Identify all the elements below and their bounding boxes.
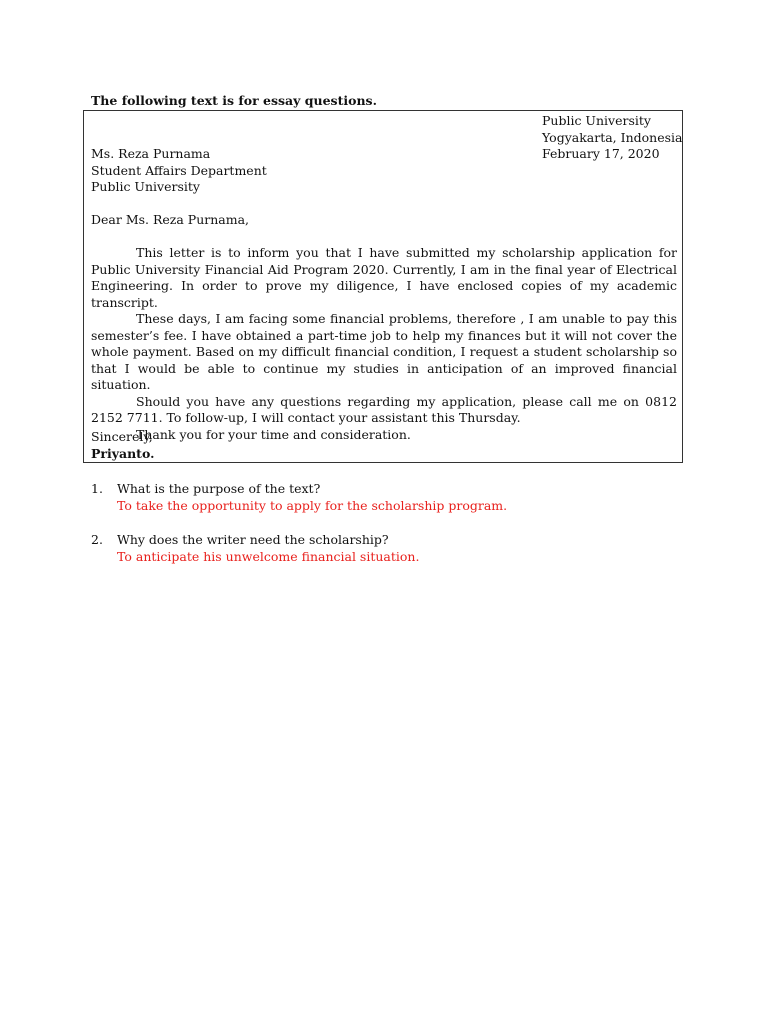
letter-box — [83, 110, 683, 463]
recipient-name: Ms. Reza Purnama — [91, 146, 211, 161]
closing: Sincerely, — [91, 429, 153, 444]
letter-paragraph: These days, I am facing some financial problems, therefore , I am unable to pay this semester’s fee. I have obtained a part-time job to help my finances but it will not cover the whole payment. Based on my difficult financial condition, I request a student scholarship so that I would be able to continue my studies in anticipation of an improved financial situation. — [91, 311, 677, 392]
recipient-address — [91, 146, 267, 196]
answer-text: To anticipate his unwelcome financial situation. — [117, 549, 420, 564]
question-item — [91, 480, 691, 514]
recipient-institution: Public University — [91, 179, 200, 194]
question-number: 2. — [91, 532, 103, 547]
question-content — [117, 531, 691, 565]
question-list — [91, 480, 691, 582]
question-content — [117, 480, 691, 514]
question-text: Why does the writer need the scholarship? — [117, 532, 389, 547]
recipient-department: Student Affairs Department — [91, 162, 267, 178]
letter-date: February 17, 2020 — [542, 146, 660, 161]
closing-block — [91, 429, 154, 462]
letter-paragraph: Thank you for your time and consideration. — [136, 426, 411, 442]
sender-address-line: Yogyakarta, Indonesia — [542, 129, 683, 145]
sender-address — [542, 113, 682, 163]
question-number: 1. — [91, 481, 103, 496]
letter-paragraph: Should you have any questions regarding my application, please call me on 0812 2152 7711. To follow-up, I will contact your assistant this Thursday. — [91, 393, 677, 425]
essay-heading: The following text is for essay questions. — [91, 93, 377, 108]
sender-address-line: Public University — [542, 113, 651, 128]
signature: Priyanto. — [91, 445, 155, 461]
answer-text: To take the opportunity to apply for the scholarship program. — [117, 498, 508, 513]
question-text: What is the purpose of the text? — [117, 481, 321, 496]
salutation: Dear Ms. Reza Purnama, — [91, 212, 250, 227]
letter-paragraph: This letter is to inform you that I have submitted my scholarship application for Public University Financial Aid Program 2020. Currently, I am in the final year of Electrical Engineering. In order to prove my diligence, I have enclosed copies of my academic transcript. — [91, 245, 677, 310]
letter-body — [91, 245, 677, 443]
question-item — [91, 531, 691, 565]
